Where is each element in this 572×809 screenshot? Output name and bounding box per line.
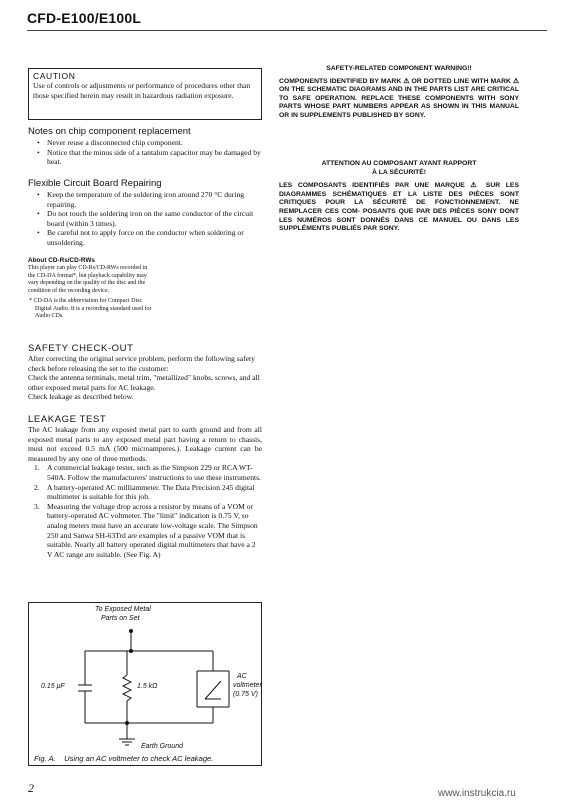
warning-en-title: SAFETY-RELATED COMPONENT WARNING!!: [326, 65, 472, 72]
safety-section: [28, 343, 262, 402]
caution-box: [28, 68, 262, 120]
cdrw-title: About CD-Rs/CD-RWs: [28, 257, 95, 264]
safety-text-3: Check leakage as described below.: [28, 392, 134, 402]
warning-fr: [279, 160, 519, 234]
flex-list: [28, 190, 262, 248]
safety-text-2: Check the antenna terminals, metal trim, "metallized" knobs, screws, and all other exposed metal parts for AC leakage.: [28, 373, 260, 392]
label-capacitor: 0.15 μF: [41, 683, 65, 690]
caution-text: Use of controls or adjustments or performance of procedures other than those specified herein may result in hazardous radiation exposure.: [33, 81, 251, 100]
safety-title: SAFETY CHECK-OUT: [28, 343, 134, 354]
header-rule: [27, 30, 547, 31]
cdrw-note: * CD-DA is the abbreviation for Compact Disc Digital Audio. It is a recording standard used for Audio CDs.: [29, 297, 152, 320]
list-item: [34, 482, 262, 502]
page-header-model: CFD-E100/E100L: [27, 10, 142, 26]
figure-a: [28, 602, 262, 766]
chip-section: [28, 126, 262, 167]
chip-list: [28, 138, 262, 167]
figure-caption: Fig. A. Using an AC voltmeter to check AC leakage.: [34, 754, 214, 763]
caution-title: CAUTION: [33, 71, 76, 81]
watermark: www.instrukcia.ru: [438, 788, 516, 799]
warning-fr-title-2: À LA SÉCURITÉ!: [371, 168, 427, 176]
list-item: [34, 501, 262, 560]
label-meter-2: voltmeter: [233, 682, 262, 689]
list-number: 3.: [34, 501, 40, 511]
list-item: [34, 463, 262, 482]
warning-en-text: COMPONENTS IDENTIFIED BY MARK ⚠ OR DOTTED LINE WITH MARK ⚠ ON THE SCHEMATIC DIAGRAMS AND IN THE PARTS LIST ARE CRITICAL TO SAFE OPERATION. REPLACE THESE COMPONENTS WITH SONY PARTS WHOSE PART NUMBERS APPEAR AS SHOWN IN THIS MANUAL OR IN SUPPLEMENTS PUBLISHED BY SONY.: [279, 77, 519, 119]
leakage-section: [28, 414, 262, 559]
page-number: 2: [28, 781, 34, 795]
cdrw-text: This player can play CD-Rs/CD-RWs recorded in the CD-DA format*, but playback capability may vary depending on the quality of the disc and the condition of the recording device.: [28, 265, 148, 295]
flex-title: Flexible Circuit Board Repairing: [28, 178, 162, 189]
cdrw-section: [28, 256, 156, 321]
label-meter-1: AC: [237, 673, 247, 680]
list-number: 2.: [34, 482, 40, 492]
flex-section: [28, 178, 262, 248]
list-item: • Keep the temperature of the soldering iron around 270 °C during repairing.: [47, 190, 262, 209]
list-item: • Do not touch the soldering iron on the same conductor of the circuit board (within 3 times).: [47, 209, 262, 228]
label-exposed-metal: To Exposed Metal: [95, 606, 151, 613]
list-text: A commercial leakage tester, such as the Simpson 229 or RCA WT-540A. Follow the manufacturers' instructions to use these instruments.: [47, 463, 261, 482]
label-resistor: 1.5 kΩ: [137, 683, 158, 690]
chip-title: Notes on chip component replacement: [28, 126, 191, 137]
label-earth-ground: Earth Ground: [141, 743, 184, 750]
list-text: A battery-operated AC milliammeter. The Data Precision 245 digital multimeter is suitable for this job.: [47, 482, 255, 502]
warning-en: [279, 65, 519, 121]
list-item: • Notice that the minus side of a tantalum capacitor may be damaged by heat.: [47, 148, 262, 167]
list-item: • Be careful not to apply force on the conductor when soldering or unsoldering.: [47, 228, 262, 247]
list-text: Measuring the voltage drop across a resistor by means of a VOM or battery-operated AC voltmeter. The "limit" indication is 0.75 V, so analog meters must have an accurate low-voltage scale. The Simpson 250 and Sanwa SH-63Trd are examples of a passive VOM that is suitable. Nearly all battery operated digital multimeters that have a 2 V AC range are suitable. (See Fig. A): [47, 501, 258, 559]
warning-fr-text: LES COMPOSANTS IDENTIFIÉS PAR UNE MARQUE ⚠ SUR LES DIAGRAMMES SCHÉMATIQUES ET LA LISTE DES PIÈCES SONT CRITIQUES POUR LA SÉCURITÉ DE FONCTIONNEMENT. NE REMPLACER CES COM- POSANTS QUE PAR DES PIÈCES SONY DONT LES NUMÉROS SONT DONNÉS DANS CE MANUEL OU DANS LES SUPPLÉMENTS PUBLIÉS PAR SONY.: [279, 182, 519, 233]
leakage-list: [28, 463, 262, 559]
list-number: 1.: [34, 463, 40, 473]
list-item: • Never reuse a disconnected chip component.: [47, 138, 262, 148]
warning-fr-title-1: ATTENTION AU COMPOSANT AYANT RAPPORT: [321, 160, 477, 167]
leakage-text: The AC leakage from any exposed metal part to earth ground and from all exposed metal parts to any exposed metal part having a return to chassis, must not exceed 0.5 mA (500 microamperes.). Leakage current can be measured by any one of three methods.: [28, 425, 262, 463]
leakage-title: LEAKAGE TEST: [28, 414, 107, 425]
label-parts-on-set: Parts on Set: [101, 615, 140, 622]
label-meter-3: (0.75 V): [233, 691, 258, 698]
safety-text-1: After correcting the original service problem, perform the following safety check before releasing the set to the customer:: [28, 354, 255, 373]
